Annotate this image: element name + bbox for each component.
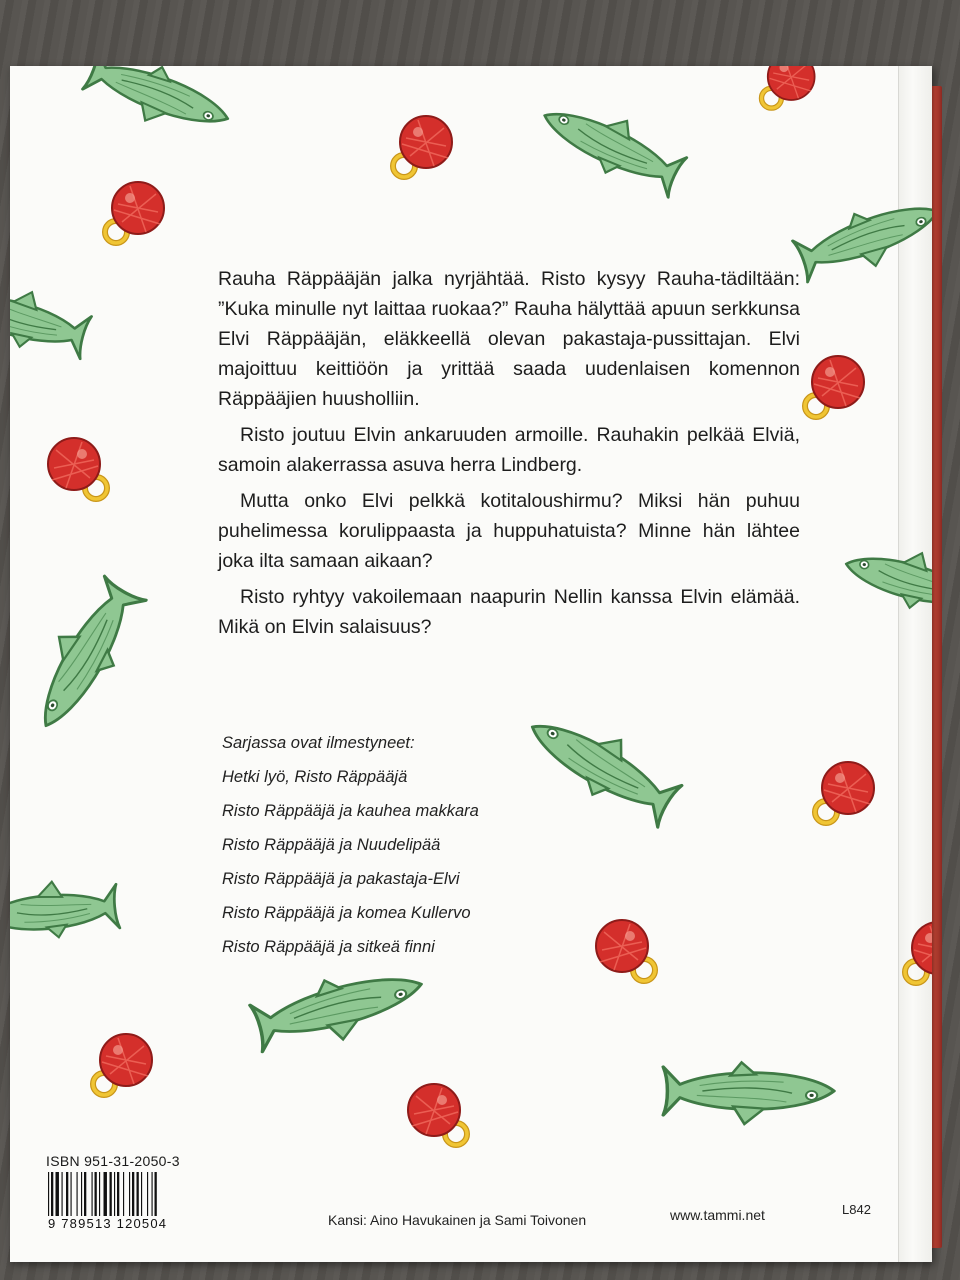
- fish-illustration: [10, 274, 94, 363]
- series-heading: Sarjassa ovat ilmestyneet:: [222, 734, 415, 752]
- ring-illustration: [905, 922, 932, 983]
- product-code: L842: [842, 1202, 871, 1217]
- fish-illustration: [518, 698, 686, 831]
- fish-illustration: [791, 187, 932, 290]
- series-title: Risto Räppääjä ja pakastaja-Elvi: [222, 870, 460, 888]
- publisher-website: www.tammi.net: [670, 1207, 765, 1223]
- series-title: Risto Räppääjä ja sitkeä finni: [222, 938, 435, 956]
- series-title: Risto Räppääjä ja Nuudelipää: [222, 836, 441, 854]
- fish-illustration: [17, 572, 150, 740]
- ring-illustration: [596, 920, 655, 981]
- cover-credits: Kansi: Aino Havukainen ja Sami Toivonen: [328, 1212, 587, 1228]
- book-back-cover: [10, 66, 932, 1262]
- barcode-number: 9 789513 120504: [48, 1216, 168, 1231]
- blurb-paragraph-1: Rauha Räppääjän jalka nyrjähtää. Risto kysyy Rauha-tädiltään: ”Kuka minulle nyt laittaa ruokaa?” Rauha hälyttää apuun serkkunsa Elvi Räppääjän, eläkkeellä olevan pakastaja-pussittajan. Elvi majoittuu keittiöön ja yrittää saada uudenlaisen komennon Räppääjien huusholliin.: [218, 268, 800, 410]
- ring-illustration: [393, 116, 452, 177]
- blurb-paragraph-2: Risto joutuu Elvin ankaruuden armoille. Rauhakin pelkää Elviä, samoin alakerrassa asuva herra Lindberg.: [218, 424, 800, 476]
- series-list: [222, 726, 542, 964]
- fish-illustration: [840, 535, 932, 624]
- decor-illustrations: [10, 66, 932, 1262]
- series-title: Risto Räppääjä ja kauhea makkara: [222, 802, 479, 820]
- fish-illustration: [80, 66, 237, 147]
- ring-illustration: [48, 438, 107, 499]
- fish-illustration: [10, 876, 120, 943]
- blurb-text: [218, 264, 800, 648]
- fish-illustration: [249, 957, 430, 1061]
- ring-illustration: [105, 182, 164, 243]
- ring-illustration: [805, 356, 864, 417]
- ring-illustration: [408, 1084, 467, 1145]
- fish-illustration: [534, 88, 690, 201]
- ring-illustration: [815, 762, 874, 823]
- series-title: Risto Räppääjä ja komea Kullervo: [222, 904, 471, 922]
- series-title: Hetki lyö, Risto Räppääjä: [222, 768, 408, 786]
- fish-illustration: [663, 1062, 834, 1124]
- isbn-label: ISBN 951-31-2050-3: [46, 1153, 180, 1169]
- blurb-paragraph-4: Risto ryhtyy vakoilemaan naapurin Nellin kanssa Elvin elämää. Mikä on Elvin salaisuus?: [218, 586, 800, 638]
- blurb-paragraph-3: Mutta onko Elvi pelkkä kotitaloushirmu? Miksi hän puhuu puhelimessa korulippaasta ja huppuhatuista? Minne hän lähtee joka ilta samaan aikaan?: [218, 490, 800, 572]
- ring-illustration: [762, 66, 815, 108]
- ring-illustration: [93, 1034, 152, 1095]
